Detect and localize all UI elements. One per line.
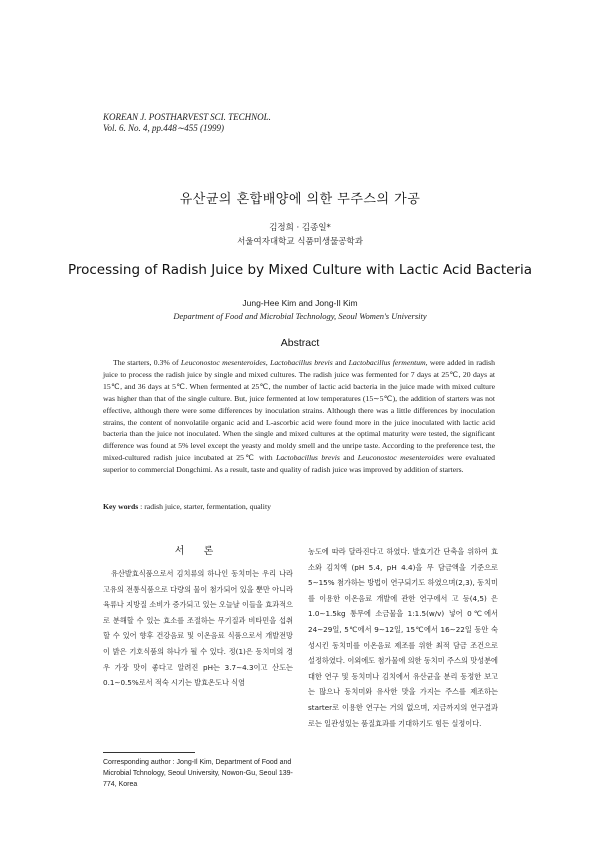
abstract-text: The starters, 0.3% of: [113, 358, 181, 367]
intro-left-text: 유산발효식품으로서 김치류의 하나인 동치미는 우리 나라 고유의 전통식품으로 다량의 물이 첨가되어 있을 뿐만 아니라 육류나 지방질 소비가 증가되고 있는 오늘날 이들을 효과적으로 분해할 수 있는 효소를 조절하는 무기질과 비타민을 섭취할 수 있어 향후 건강음료 및 이온음료 식품으로서 개발전망이 밝은 기호식품의 하나가 될 수 있다. 정(1)은 동치미의 경우 가장 맛이 좋다고 알려진 pH는 3.7∼4.3이고 산도는 0.1∼0.5%로서 적숙 시기는 발효온도나 식염: [103, 569, 293, 688]
corresponding-author-footnote: Corresponding author : Jong-Il Kim, Department of Food and Microbial Tchnology, Seoul University, Nowon-Gu, Seoul 139-774, Korea: [103, 759, 293, 788]
korean-title: 유산균의 혼합배양에 의한 무주스의 가공: [179, 192, 421, 207]
keywords-label: Key words: [103, 502, 139, 511]
abstract-text: were evaluated superior to commercial Dongchimi. As a result, taste and quality of radish juice was improved by addition of starters.: [103, 453, 496, 475]
abstract-text: and: [339, 453, 358, 463]
keywords-text: radish juice, starter, fermentation, quality: [144, 502, 271, 511]
species-name: Leuconostoc mesenteroides: [357, 453, 444, 463]
species-name: Lactobacillus brevis: [276, 453, 340, 463]
abstract-heading: Abstract: [280, 337, 320, 349]
abstract-text: ,: [265, 358, 271, 367]
journal-citation: Vol. 6. No. 4, pp.448∼455 (1999): [103, 123, 225, 133]
keywords-separator: :: [138, 502, 145, 511]
abstract-text: and: [332, 358, 349, 367]
abstract-body: [103, 357, 495, 476]
species-name: Lactobacillus fermentum: [348, 358, 426, 367]
journal-header: [103, 112, 271, 134]
english-affiliation: Department of Food and Microbial Technology, Seoul Women's University: [173, 311, 427, 321]
korean-authors: 김정희 · 김종일*: [269, 223, 331, 233]
korean-affiliation: 서울여자대학교 식품미생물공학과: [237, 237, 363, 247]
species-name: Leuconostoc mesenteroides: [180, 358, 266, 367]
english-title: Processing of Radish Juice by Mixed Culture with Lactic Acid Bacteria: [67, 262, 533, 278]
english-authors: Jung-Hee Kim and Jong-Il Kim: [242, 298, 358, 308]
intro-right-column: [308, 544, 498, 731]
species-name: Lactobacillus brevis: [270, 358, 333, 367]
journal-name: KOREAN J. POSTHARVEST SCI. TECHNOL.: [103, 112, 271, 122]
intro-heading: 서 론: [174, 546, 222, 557]
keywords: [103, 502, 495, 511]
intro-right-text: 농도에 따라 달라진다고 하였다. 발효기간 단축을 위하여 효소와 김치액 (pH 5.4, pH 4.4)을 무 담금액을 기준으로 5∼15% 첨가하는 방법이 연구되기도 하였으며(2,3), 동치미를 이용한 이온음료 개발에 관한 연구에서 고 등(4,5) 은 1.0∼1.5kg 통무에 소금물을 1:1.5(w/v) 넣어 0℃에서 24∼29일, 5℃에서 9∼12일, 15℃에서 16∼22일 동안 숙성시킨 동치미를 이온음료 제조를 위한 최적 담금 조건으로 설정하였다. 이외에도 첨가물에 의한 동치미 주스의 맛성분에 대한 연구 및 동치미나 김치에서 유산균을 분리 동정한 보고는 많으나 동치미와 유사한 맛을 가지는 주스를 제조하는 starter로 이용한 연구는 거의 없으며, 지금까지의 연구결과로는 일관성있는 품질효과를 기대하기도 힘든 실정이다.: [308, 547, 498, 728]
intro-left-column: [103, 542, 293, 691]
abstract-text: , were added in radish juice to process the radish juice by single and mixed cultures. The radish juice was fermented for 7 days at 25℃, 20 days at 15℃, and 36 days at 5℃. When fermented at 25℃, the number of lactic acid bacteria in the juice made with mixed culture was higher than that of the single culture. But, juice fermented at low temperatures (15∼5℃), the addition of starters was not effective, although there were some differences by inoculation strains. Although there was a little differences by inoculation strains, the content of nonvolatile organic acid and L-ascorbic acid were found more in the juice inoculated with lactic acid bacteria than the juice not inoculated. When the single and mixed cultures at the optimal maturity were tested, the significant difference was found at 5% level except the yeasty and moldy smell and the unripe taste. According to the preference test, the mixed-cultured radish juice incubated at 25℃ with: [103, 358, 495, 463]
footnote-divider: [103, 752, 195, 753]
